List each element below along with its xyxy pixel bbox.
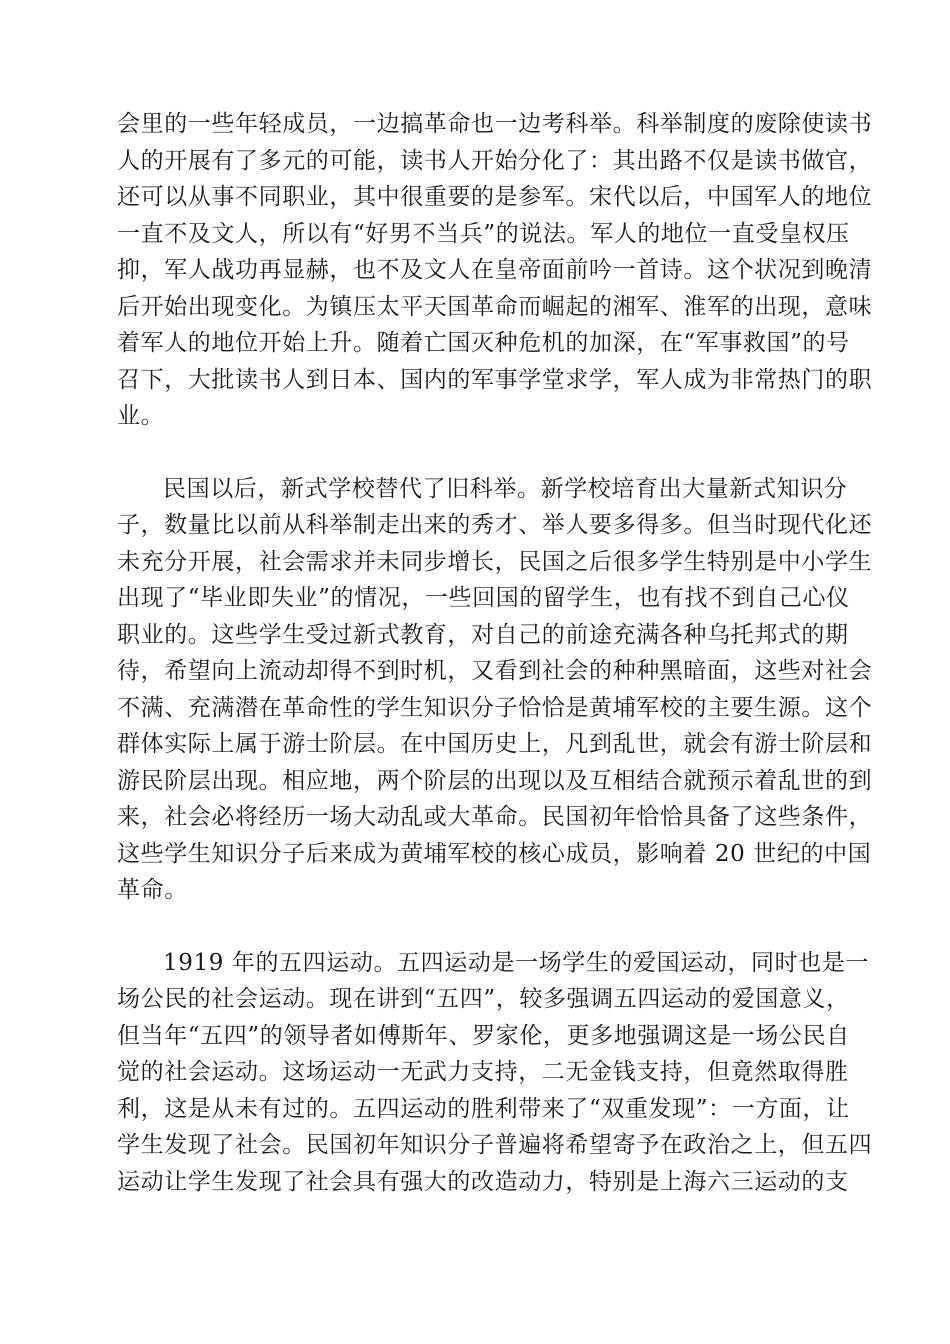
- text-line: 1919 年的五四运动。五四运动是一场学生的爱国运动，同时也是一: [163, 949, 870, 976]
- paragraph-spacing: [117, 909, 837, 945]
- text-line: 一直不及文人，所以有“好男不当兵”的说法。军人的地位一直受皇权压: [117, 220, 850, 247]
- text-line: 未充分开展，社会需求并未同步增长，民国之后很多学生特别是中小学生: [117, 548, 873, 575]
- text-line: 后开始出现变化。为镇压太平天国革命而崛起的湘军、淮军的出现，意味: [117, 293, 873, 320]
- text-line: 待，希望向上流动却得不到时机，又看到社会的种种黑暗面，这些对社会: [117, 658, 873, 684]
- text-line: 还可以从事不同职业，其中很重要的是参军。宋代以后，中国军人的地位: [117, 184, 873, 210]
- text-line: 来，社会必将经历一场大动乱或大革命。民国初年恰恰具备了这些条件，: [117, 804, 873, 830]
- text-line: 不满、充满潜在革命性的学生知识分子恰恰是黄埔军校的主要生源。这个: [117, 694, 873, 721]
- body-text: [117, 106, 873, 1200]
- paragraph-spacing: [117, 435, 837, 471]
- text-line: 群体实际上属于游士阶层。在中国历史上，凡到乱世，就会有游士阶层和: [117, 731, 873, 757]
- text-line: 这些学生知识分子后来成为黄埔军校的核心成员，影响着 20 世纪的中国: [117, 840, 872, 867]
- text-line: 利，这是从未有过的。五四运动的胜利带来了“双重发现”：一方面，让: [117, 1095, 850, 1122]
- text-line: 但当年“五四”的领导者如傅斯年、罗家伦，更多地强调这是一场公民自: [117, 1022, 850, 1049]
- text-line: 民国以后，新式学校替代了旧科举。新学校培育出大量新式知识分: [163, 475, 848, 502]
- text-line: 革命。: [117, 877, 188, 903]
- text-line: 职业的。这些学生受过新式教育，对自己的前途充满各种乌托邦式的期: [117, 621, 849, 648]
- paragraph: [117, 106, 873, 435]
- text-line: 学生发现了社会。民国初年知识分子普遍将希望寄予在政治之上，但五四: [117, 1132, 873, 1158]
- text-line: 召下，大批读书人到日本、国内的军事学堂求学，军人成为非常热门的职: [117, 366, 873, 393]
- paragraph: [117, 945, 873, 1201]
- paragraph: [117, 471, 873, 909]
- text-line: 场公民的社会运动。现在讲到“五四”，较多强调五四运动的爱国意义，: [117, 986, 850, 1012]
- text-line: 抑，军人战功再显赫，也不及文人在皇帝面前吟一首诗。这个状况到晚清: [117, 257, 873, 283]
- text-line: 运动让学生发现了社会具有强大的改造动力，特别是上海六三运动的支: [117, 1168, 849, 1195]
- text-line: 人的开展有了多元的可能，读书人开始分化了：其出路不仅是读书做官，: [117, 147, 873, 174]
- text-line: 子，数量比以前从科举制走出来的秀才、举人要多得多。但当时现代化还: [117, 512, 873, 538]
- text-line: 着军人的地位开始上升。随着亡国灭种危机的加深，在“军事救国”的号: [117, 330, 850, 356]
- text-line: 出现了“毕业即失业”的情况，一些回国的留学生，也有找不到自己心仪: [117, 585, 850, 611]
- text-line: 业。: [117, 403, 165, 429]
- text-line: 游民阶层出现。相应地，两个阶层的出现以及互相结合就预示着乱世的到: [117, 767, 873, 794]
- text-line: 会里的一些年轻成员，一边搞革命也一边考科举。科举制度的废除使读书: [117, 111, 873, 137]
- text-line: 觉的社会运动。这场运动一无武力支持，二无金钱支持，但竟然取得胜: [117, 1059, 849, 1085]
